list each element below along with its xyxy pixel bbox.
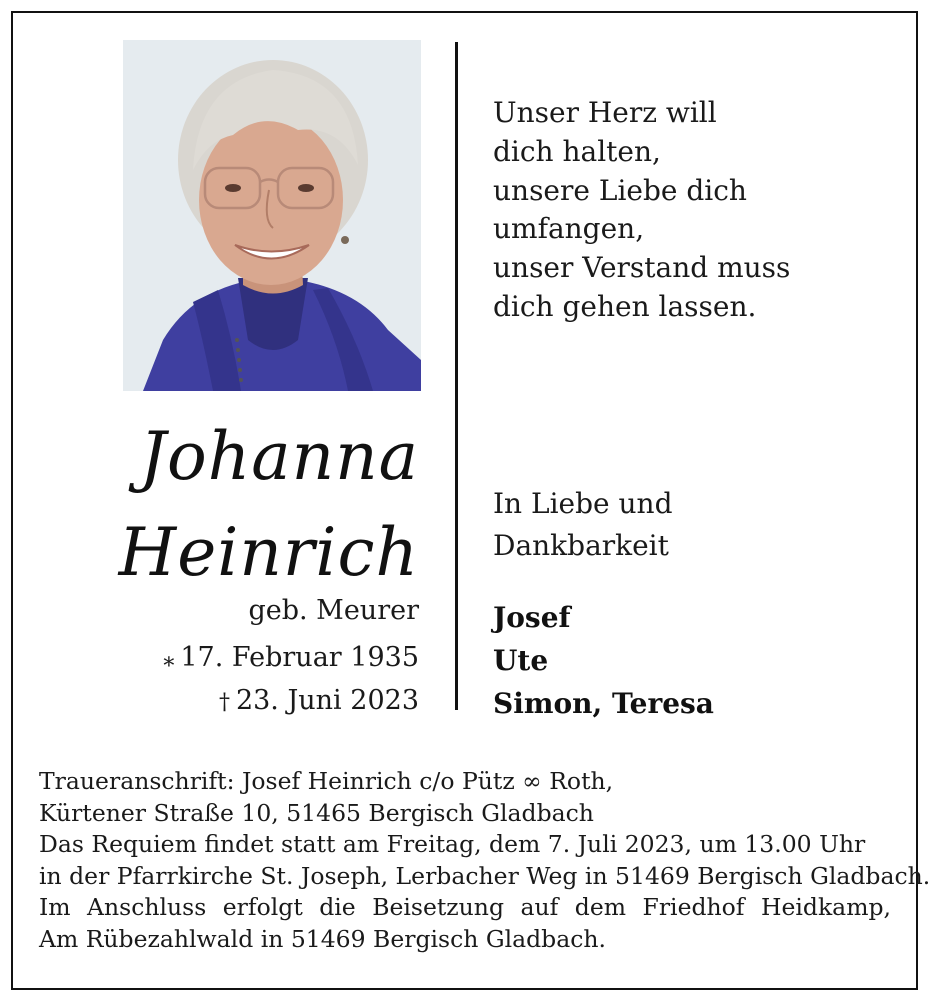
birth-name: geb. Meurer (248, 595, 419, 626)
vertical-divider (455, 42, 458, 710)
star-icon: ⁎ (163, 647, 175, 672)
poem-line: umfangen, (493, 212, 645, 246)
portrait-photo (123, 40, 421, 391)
death-date: 23. Juni 2023 (235, 685, 419, 716)
mourning-address: Traueranschrift: Josef Heinrich c/o Pütz ∞ Roth, (39, 767, 614, 795)
family-member: Josef (493, 601, 571, 634)
deceased-last-name: Heinrich (118, 514, 419, 591)
birth-date: 17. Februar 1935 (180, 642, 419, 673)
burial-location: Am Rübezahlwald in 51469 Bergisch Gladbach. (39, 924, 607, 953)
requiem-location: in der Pfarrkirche St. Joseph, Lerbacher Weg in 51469 Bergisch Gladbach. (39, 861, 930, 890)
thanks-line: In Liebe und (493, 487, 673, 520)
family-member: Simon, Teresa (493, 687, 714, 720)
deceased-first-name: Johanna (139, 418, 419, 495)
poem-line: Unser Herz will (493, 96, 717, 129)
poem-line: unser Verstand muss (493, 251, 791, 285)
family-member: Ute (493, 644, 549, 677)
service-details (39, 766, 930, 955)
thanks-text (493, 483, 673, 567)
portrait-photo-icon (123, 40, 421, 391)
poem-line: unsere Liebe dich (493, 173, 747, 207)
burial-info: Im Anschluss erfolgt die Beisetzung auf dem Friedhof Heidkamp, (39, 893, 891, 921)
poem-line: dich gehen lassen. (493, 289, 757, 323)
birth-date-line (163, 642, 419, 673)
poem (493, 94, 893, 327)
death-date-line (219, 685, 419, 716)
poem-line: dich halten, (493, 134, 661, 168)
requiem-date: Das Requiem findet statt am Freitag, dem 7. Juli 2023, um 13.00 Uhr (39, 830, 866, 858)
mourning-address-street: Kürtener Straße 10, 51465 Bergisch Gladbach (39, 798, 594, 827)
cross-icon: † (218, 690, 230, 715)
thanks-line: Dankbarkeit (493, 529, 669, 562)
family-list (493, 596, 714, 725)
